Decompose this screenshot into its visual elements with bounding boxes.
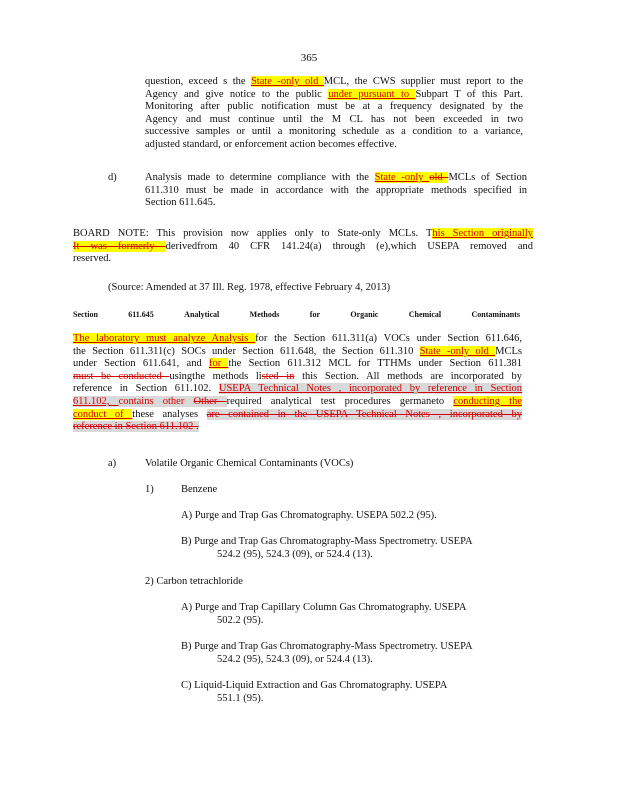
method-1a: A) Purge and Trap Gas Chromatography. USEPA 502.2 (95). <box>181 510 437 521</box>
para1-line <box>145 89 523 102</box>
para1-line <box>145 126 523 139</box>
text-run: usingthe methods li <box>169 370 262 382</box>
text-run: Agency and give notice to the public <box>145 88 329 100</box>
sub-2-text: 2) Carbon tetrachloride <box>145 576 243 587</box>
tracked-change-run: State -only <box>374 172 430 183</box>
text-run: BOARD NOTE: This provision now applies only to State-only MCLs. T <box>73 228 433 239</box>
sub-1-label: 1) <box>145 484 154 495</box>
text-run: for the Section 611.311(a) VOCs under Section 611.646, <box>255 333 522 344</box>
text-run: 611.310 must be made in accordance with the appropriate methods specified in <box>145 184 527 196</box>
text-run: this Section. All methods are incorporated by <box>294 370 522 382</box>
tracked-change-run: The laboratory must analyze Analysis <box>73 333 256 344</box>
text-run: Section 611.645. <box>145 197 216 209</box>
text-run: Monitoring after public notification must be at a frequency designated by the <box>145 101 523 113</box>
tracked-change-run: his Section originally <box>432 228 533 239</box>
method-2c-line1: C) Liquid-Liquid Extraction and Gas Chromatography. USEPA <box>181 680 448 691</box>
paragraph-continuation <box>145 76 523 152</box>
board-note <box>73 228 533 266</box>
para2-line <box>73 383 522 396</box>
sub-1-text: Benzene <box>181 484 218 495</box>
text-run: under Section 611.641, and <box>73 358 209 370</box>
text-run: question, exceed s the <box>145 76 251 87</box>
tracked-change-run: Other <box>193 395 227 407</box>
tracked-change-run: for <box>208 358 229 370</box>
tracked-change-run: sted in <box>261 370 295 382</box>
text-run: Agency and must continue until the M CL has not been exceeded in two <box>145 113 523 125</box>
text-run: MCLs <box>495 345 522 357</box>
section-heading: Section 611.645 Analytical Methods for Organic Chemical Contaminants <box>73 310 520 319</box>
text-run: successive samples or until a monitoring schedule as a condition to a variance, <box>145 126 523 138</box>
item-d-label: d) <box>108 172 117 183</box>
text-run: MCL, the CWS supplier must report to the <box>323 76 524 87</box>
tracked-change-run: State -only old <box>419 345 496 357</box>
para1-line <box>145 76 523 89</box>
para2-line <box>73 371 522 384</box>
method-1b-line1: B) Purge and Trap Gas Chromatography-Mass Spectrometry. USEPA <box>181 536 473 547</box>
para2-line <box>73 396 522 409</box>
text-run: derivedfrom 40 CFR 141.24(a) through (e),which USEPA removed and <box>165 240 533 252</box>
tracked-change-run: It was formerly <box>73 240 166 252</box>
page-number: 365 <box>300 52 318 64</box>
tracked-change-run: USEPA Technical Notes , incorporated by reference in Section <box>218 383 522 395</box>
para2-line <box>73 333 522 346</box>
tracked-change-run: conduct of <box>73 408 133 420</box>
method-2c-line2: 551.1 (95). <box>217 693 264 704</box>
tracked-change-run: 611.102, <box>73 395 119 407</box>
text-run: reserved. <box>73 253 112 265</box>
para1-line <box>145 139 523 152</box>
section-body <box>73 333 522 434</box>
tracked-change-run: old <box>429 172 449 183</box>
para2-line <box>73 421 522 434</box>
item-a-text: Volatile Organic Chemical Contaminants (VOCs) <box>145 458 354 469</box>
text-run: Analysis made to determine compliance with the <box>145 172 375 183</box>
tracked-change-run: contains other <box>118 395 194 407</box>
item_d-line <box>145 197 527 210</box>
item-a-label: a) <box>108 458 117 469</box>
para2-line <box>73 409 522 422</box>
para1-line <box>145 101 523 114</box>
board_note-line <box>73 241 533 254</box>
source-note: (Source: Amended at 37 Ill. Reg. 1978, effective February 4, 2013) <box>108 282 391 293</box>
para2-line <box>73 346 522 359</box>
tracked-change-run: under pursuant to <box>328 88 416 100</box>
text-run: required analytical test procedures germaneto <box>226 395 454 407</box>
text-run: the Section 611.312 MCL for TTHMs under Section 611.381 <box>228 358 522 370</box>
method-2b-line1: B) Purge and Trap Gas Chromatography-Mass Spectrometry. USEPA <box>181 641 473 652</box>
method-2b-line2: 524.2 (95), 524.3 (09), or 524.4 (13). <box>217 654 373 665</box>
item_d-line <box>145 185 527 198</box>
tracked-change-run: State -only old <box>250 76 324 87</box>
method-2a-line1: A) Purge and Trap Capillary Column Gas Chromatography. USEPA <box>181 602 467 613</box>
text-run: adjusted standard, or enforcement action becomes effective. <box>145 138 397 150</box>
text-run: MCLs of Section <box>448 172 527 183</box>
text-run: the Section 611.311(c) SOCs under Section 611.648, the Section 611.310 <box>73 345 420 357</box>
text-run: these analyses <box>132 408 207 420</box>
board_note-line <box>73 253 533 266</box>
item_d-line <box>145 172 527 185</box>
text-run: reference in Section 611.102. <box>73 383 219 395</box>
para1-line <box>145 114 523 127</box>
tracked-change-run: must be conducted <box>73 370 170 382</box>
tracked-change-run: conducting the <box>453 395 523 407</box>
board_note-line <box>73 228 533 241</box>
method-2a-line2: 502.2 (95). <box>217 615 264 626</box>
item-d-text <box>145 172 527 210</box>
tracked-change-run: are contained in the USEPA Technical Notes , incorporated by <box>206 408 522 420</box>
text-run: Subpart T of this Part. <box>415 88 523 100</box>
method-1b-line2: 524.2 (95), 524.3 (09), or 524.4 (13). <box>217 549 373 560</box>
para2-line <box>73 358 522 371</box>
tracked-change-run: reference in Section 611.102 . <box>73 421 199 433</box>
